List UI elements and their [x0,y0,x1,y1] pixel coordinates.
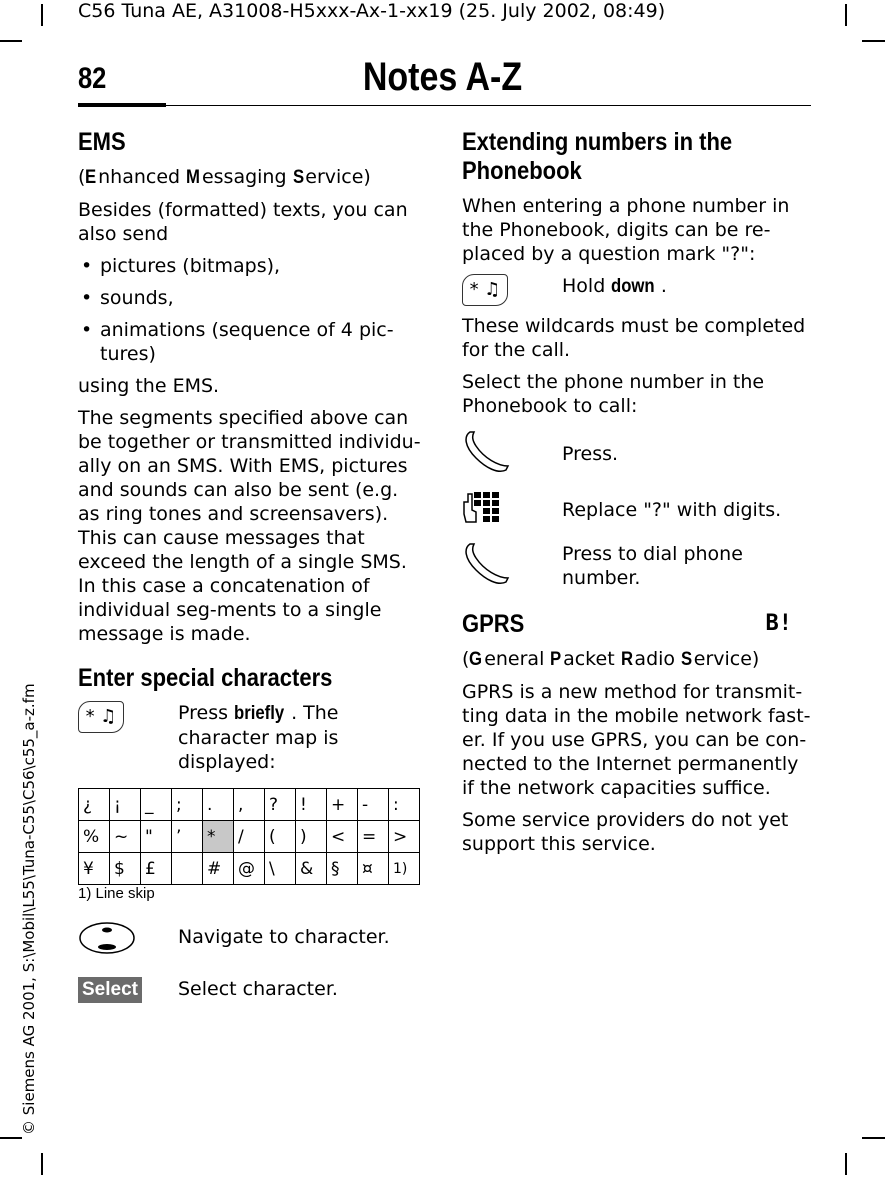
select-text: Select character. [178,978,338,1000]
copyright-sidebar: © Siemens AG 2001, S:\Mobil\L55\Tuna-C55\C56\c55_a-z.fm [20,683,38,1135]
keypad-icon [462,490,500,524]
select-row [78,977,423,1003]
ems-using: using the EMS. [78,375,220,397]
press-row [462,426,812,482]
header-rule-accent [78,103,166,107]
navigate-text: Navigate to character. [178,926,390,948]
document-header: C56 Tuna AE, A31008-H5xxx-Ax-1-xx19 (25. July 2002, 08:49) [78,0,666,22]
replace-text: Replace "?" with digits. [562,499,782,521]
table-row: % ~ " ’ * / ( ) < = > [79,821,420,853]
replace-row [462,490,812,530]
special-heading: Enter special characters [78,664,333,692]
table-row: ¿ ¡ _ ; . , ? ! + - : [79,789,420,821]
select-number-text: Select the phone number in the Phonebook to call: [462,371,765,417]
star-key-icon: * ♫ [78,701,124,733]
gprs-body: GPRS is a new method for transmit-ting data in the mobile network fast-er. If you use GPRS, you can be con-nected to the Internet permanently if the network capacities suffice. [462,681,811,799]
dial-text: Press to dial phone number. [562,543,743,589]
list-item: • animations (sequence of 4 pic-tures) [78,318,423,366]
star-key-icon: * ♫ [462,274,508,306]
dial-row [462,538,812,594]
ems-heading: EMS [78,128,126,156]
select-softkey: Select [78,977,142,1003]
list-item: • pictures (bitmaps), [78,254,423,278]
table-row: ¥ $ £ # @ \ & § ¤ 1) [79,853,420,885]
navigate-row [78,921,423,961]
ems-expansion: (Enhanced Messaging Service) [78,166,371,188]
character-map-table [78,788,420,885]
wildcard-text: These wildcards must be completed for the call. [462,315,806,361]
hold-row [462,274,812,306]
gprs-heading-row [462,610,812,639]
table-footnote: 1) Line skip [78,885,155,902]
page-number: 82 [78,62,107,95]
ems-body: The segments specified above can be together or transmitted individu-ally on an SMS. With EMS, pictures and sounds can also be sent (e.g. as ring tones and screensavers). This can cause messages that exceed the length of a single SMS. In this case a concatenation of individual seg-ments to a single message is made. [78,407,421,645]
provider-badge-icon: B! [765,611,792,636]
left-column [78,128,423,1011]
ems-intro: Besides (formatted) texts, you can also send [78,199,408,245]
call-key-icon [462,426,512,476]
gprs-expansion: (General Packet Radio Service) [462,648,760,670]
extend-heading: Extending numbers in the Phonebook [462,128,733,185]
call-key-icon [462,538,512,588]
star-key-row [78,701,423,774]
extend-intro: When entering a phone number in the Phonebook, digits can be re-placed by a question mark "?": [462,195,790,265]
hold-text: Hold down . [562,275,667,297]
list-item: • sounds, [78,286,423,310]
press-text: Press. [562,443,619,465]
navigation-key-icon [78,921,136,955]
header-rule [78,105,811,106]
right-column [462,128,812,864]
gprs-note: Some service providers do not yet support this service. [462,809,789,855]
page-title: Notes A-Z [362,55,523,99]
gprs-heading: GPRS [462,610,525,638]
star-key-text: Press briefly . The character map is displayed: [178,702,339,773]
